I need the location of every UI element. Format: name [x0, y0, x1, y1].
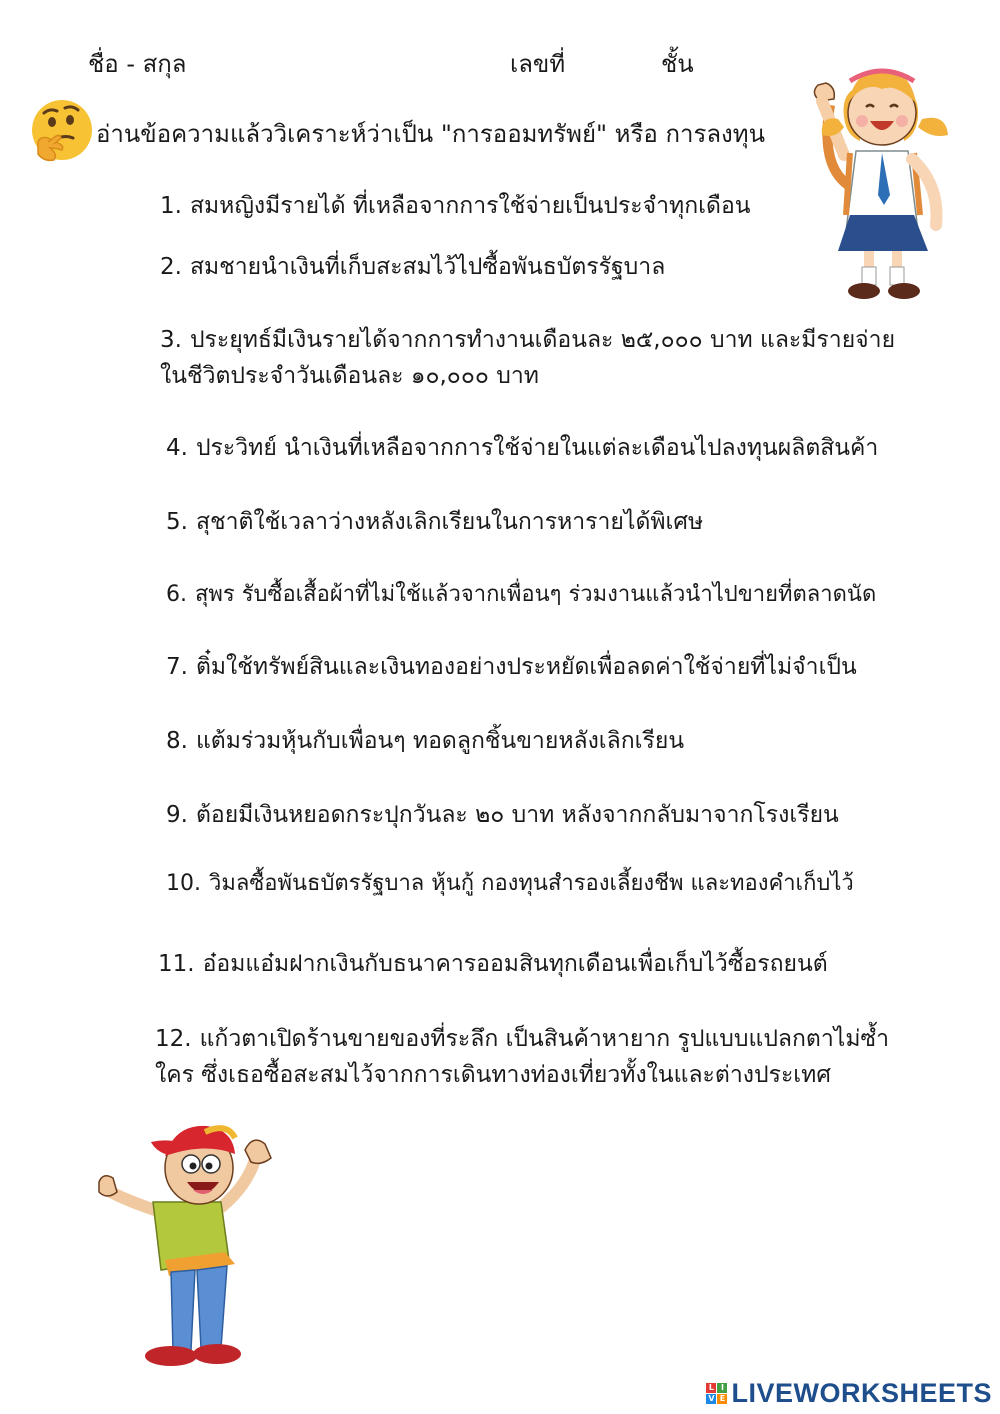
logo-text: LIVEWORKSHEETS — [731, 1377, 992, 1408]
question-text: สุพร รับซื้อเสื้อผ้าที่ไม่ใช้แล้วจากเพื่อนๆ ร่วมงานแล้วนำไปขายที่ตลาดนัด — [195, 582, 877, 607]
logo-letter: L — [706, 1383, 716, 1393]
question-text: ประวิทย์ นำเงินที่เหลือจากการใช้จ่ายในแต่ละเดือนไปลงทุนผลิตสินค้า — [195, 435, 879, 461]
question-6 — [166, 577, 876, 613]
question-text: อ๋อมแอ๋มฝากเงินกับธนาคารออมสินทุกเดือนเพื่อเก็บไว้ซื้อรถยนต์ — [202, 951, 828, 977]
question-7 — [166, 649, 857, 685]
question-text-line2: ในชีวิตประจำวันเดือนละ ๑๐,๐๐๐ บาท — [160, 363, 539, 389]
question-text: แก้วตาเปิดร้านขายของที่ระลึก เป็นสินค้าหายาก รูปแบบแปลกตาไม่ซ้ำ — [199, 1026, 890, 1052]
number-label: เลขที่ — [510, 50, 566, 78]
question-12 — [155, 1021, 889, 1093]
question-number: 8. — [166, 728, 188, 754]
question-text: สุชาติใช้เวลาว่างหลังเลิกเรียนในการหารายได้พิเศษ — [195, 509, 704, 535]
question-8 — [166, 723, 684, 759]
question-number: 5. — [166, 509, 188, 535]
question-number: 1. — [160, 193, 182, 219]
question-number: 2. — [160, 254, 182, 280]
question-text: แต้มร่วมหุ้นกับเพื่อนๆ ทอดลูกชิ้นขายหลังเลิกเรียน — [195, 728, 685, 754]
logo-box-icon — [706, 1383, 727, 1404]
question-3 — [160, 322, 895, 394]
question-11 — [158, 946, 828, 982]
question-5 — [166, 504, 703, 540]
boy-illustration — [95, 1120, 285, 1375]
question-text: ประยุทธ์มีเงินรายได้จากการทำงานเดือนละ ๒๕,๐๐๐ บาท และมีรายจ่าย — [189, 327, 896, 353]
name-label: ชื่อ - สกุล — [88, 50, 187, 78]
question-9 — [166, 797, 839, 833]
question-number: 6. — [166, 582, 187, 607]
question-text: สมหญิงมีรายได้ ที่เหลือจากการใช้จ่ายเป็นประจำทุกเดือน — [189, 193, 751, 219]
question-number: 7. — [166, 654, 188, 680]
question-text: วิมลซื้อพันธบัตรรัฐบาล หุ้นกู้ กองทุนสำรองเลี้ยงชีพ และทองคำเก็บไว้ — [209, 871, 854, 896]
question-number: 3. — [160, 327, 182, 353]
question-4 — [166, 430, 878, 466]
question-number: 4. — [166, 435, 188, 461]
instruction-text: อ่านข้อความแล้ววิเคราะห์ว่าเป็น "การออมทรัพย์" หรือ การลงทุน — [96, 120, 765, 148]
question-number: 10. — [166, 871, 201, 896]
question-number: 9. — [166, 802, 188, 828]
liveworksheets-logo — [706, 1376, 992, 1410]
schoolgirl-illustration — [800, 55, 965, 305]
question-text-line2: ใคร ซึ่งเธอซื้อสะสมไว้จากการเดินทางท่องเที่ยวทั้งในและต่างประเทศ — [155, 1062, 831, 1088]
question-2 — [160, 249, 665, 285]
question-1 — [160, 188, 750, 224]
class-label: ชั้น — [661, 50, 694, 78]
question-text: สมชายนำเงินที่เก็บสะสมไว้ไปซื้อพันธบัตรรัฐบาล — [189, 254, 666, 280]
logo-letter: I — [717, 1383, 727, 1393]
logo-letter: V — [708, 1393, 715, 1403]
question-text: ติ๋มใช้ทรัพย์สินและเงินทองอย่างประหยัดเพื่อลดค่าใช้จ่ายที่ไม่จำเป็น — [195, 654, 857, 680]
question-number: 11. — [158, 951, 195, 977]
thinking-face-icon — [30, 98, 94, 166]
logo-letter: E — [717, 1394, 727, 1404]
question-10 — [166, 866, 854, 902]
question-text: ต้อยมีเงินหยอดกระปุกวันละ ๒๐ บาท หลังจากกลับมาจากโรงเรียน — [195, 802, 839, 828]
question-number: 12. — [155, 1026, 192, 1052]
